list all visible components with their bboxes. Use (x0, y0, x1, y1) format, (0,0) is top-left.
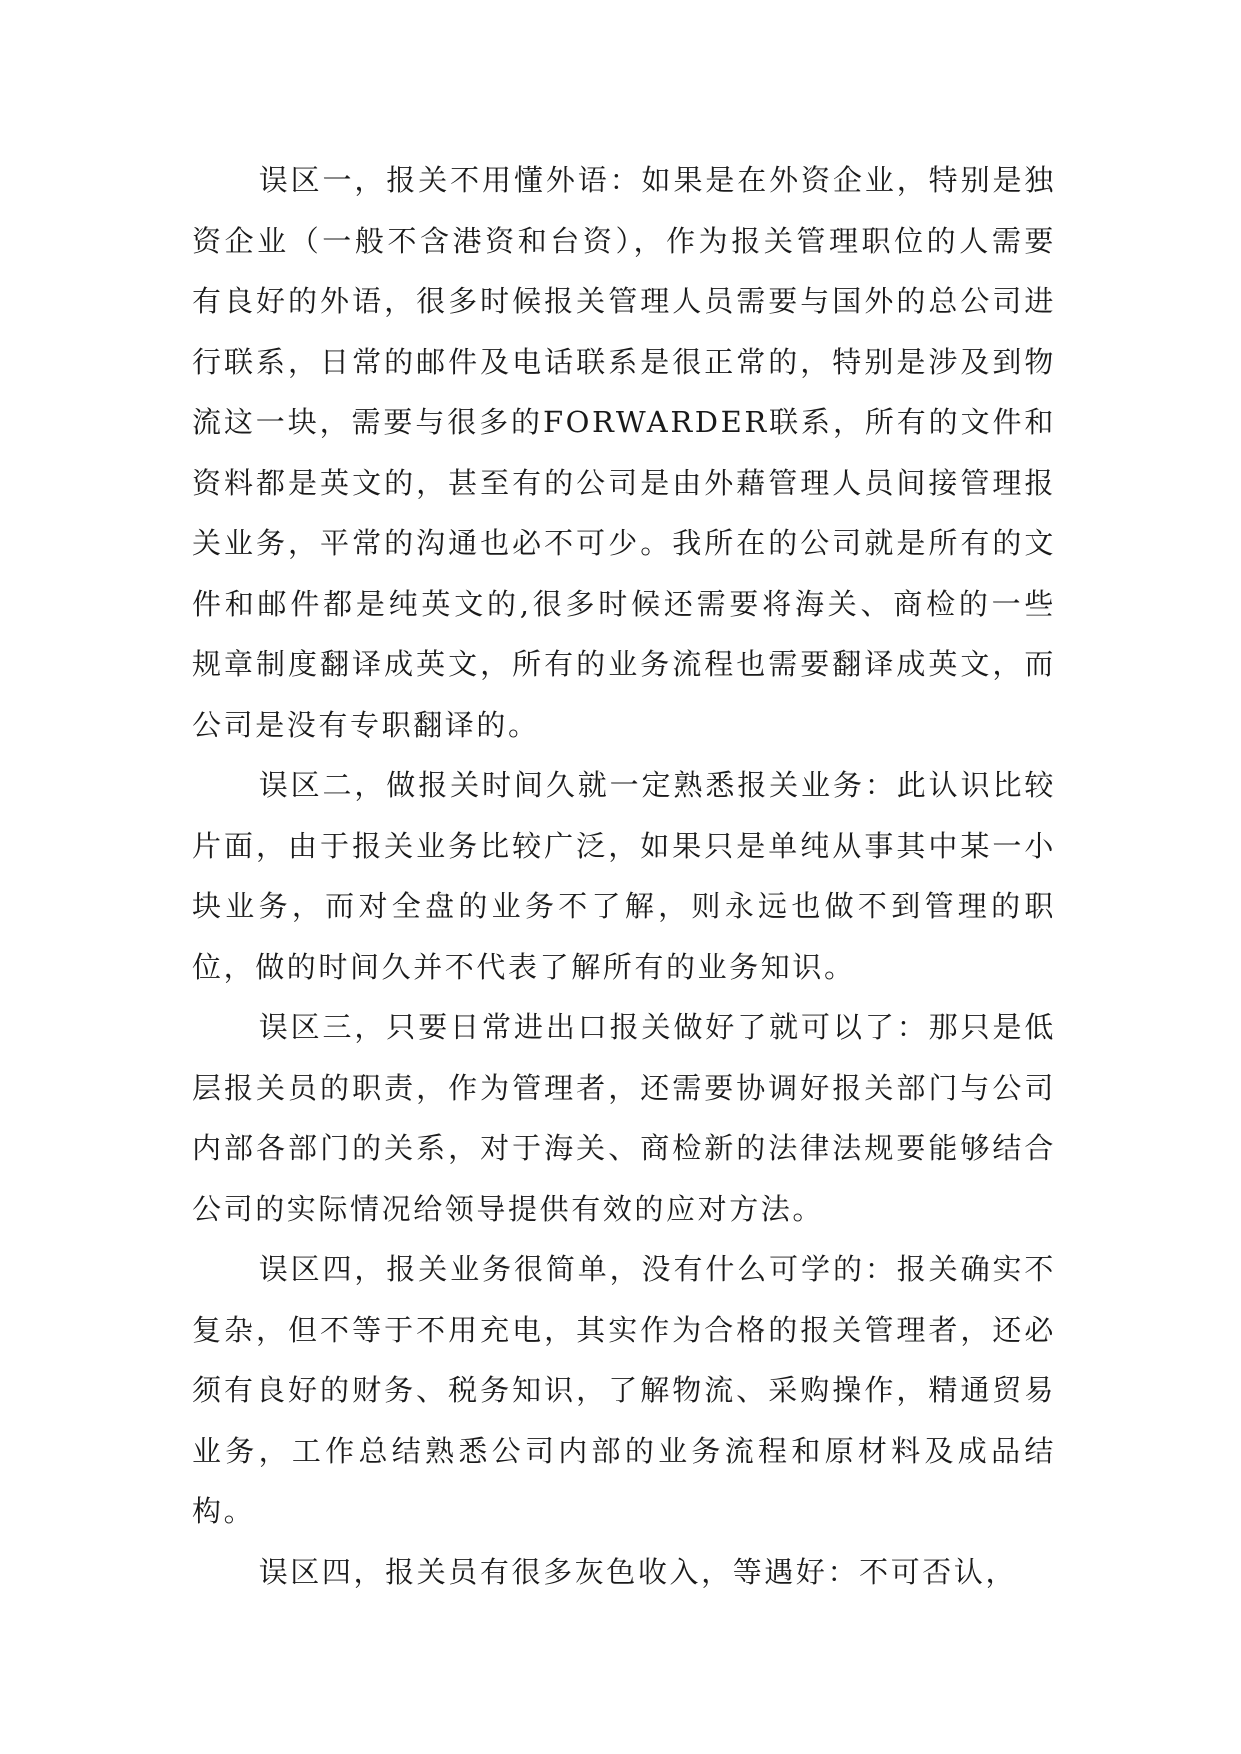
paragraph-2: 误区二，做报关时间久就一定熟悉报关业务：此认识比较片面，由于报关业务比较广泛，如果只是单纯从事其中某一小块业务，而对全盘的业务不了解，则永远也做不到管理的职位，做的时间久并不代表了解所有的业务知识。 (192, 768, 1056, 984)
paragraph-4: 误区四，报关业务很简单，没有什么可学的：报关确实不复杂，但不等于不用充电，其实作为合格的报关管理者，还必须有良好的财务、税务知识，了解物流、采购操作，精通贸易业务，工作总结熟悉公司内部的业务流程和原材料及成品结构。 (192, 1252, 1056, 1528)
paragraph-5: 误区四，报关员有很多灰色收入，等遇好：不可否认， (258, 1554, 1018, 1589)
document-body (192, 150, 1056, 1602)
paragraph-3: 误区三，只要日常进出口报关做好了就可以了：那只是低层报关员的职责，作为管理者，还需要协调好报关部门与公司内部各部门的关系，对于海关、商检新的法律法规要能够结合公司的实际情况给领导提供有效的应对方法。 (192, 1010, 1056, 1226)
paragraph-1: 误区一，报关不用懂外语：如果是在外资企业，特别是独资企业（一般不含港资和台资），作为报关管理职位的人需要有良好的外语，很多时候报关管理人员需要与国外的总公司进行联系，日常的邮件及电话联系是很正常的，特别是涉及到物流这一块，需要与很多的FORWARDER联系，所有的文件和资料都是英文的，甚至有的公司是由外藉管理人员间接管理报关业务，平常的沟通也必不可少。我所在的公司就是所有的文件和邮件都是纯英文的,很多时候还需要将海关、商检的一些规章制度翻译成英文，所有的业务流程也需要翻译成英文，而公司是没有专职翻译的。 (192, 163, 1056, 742)
